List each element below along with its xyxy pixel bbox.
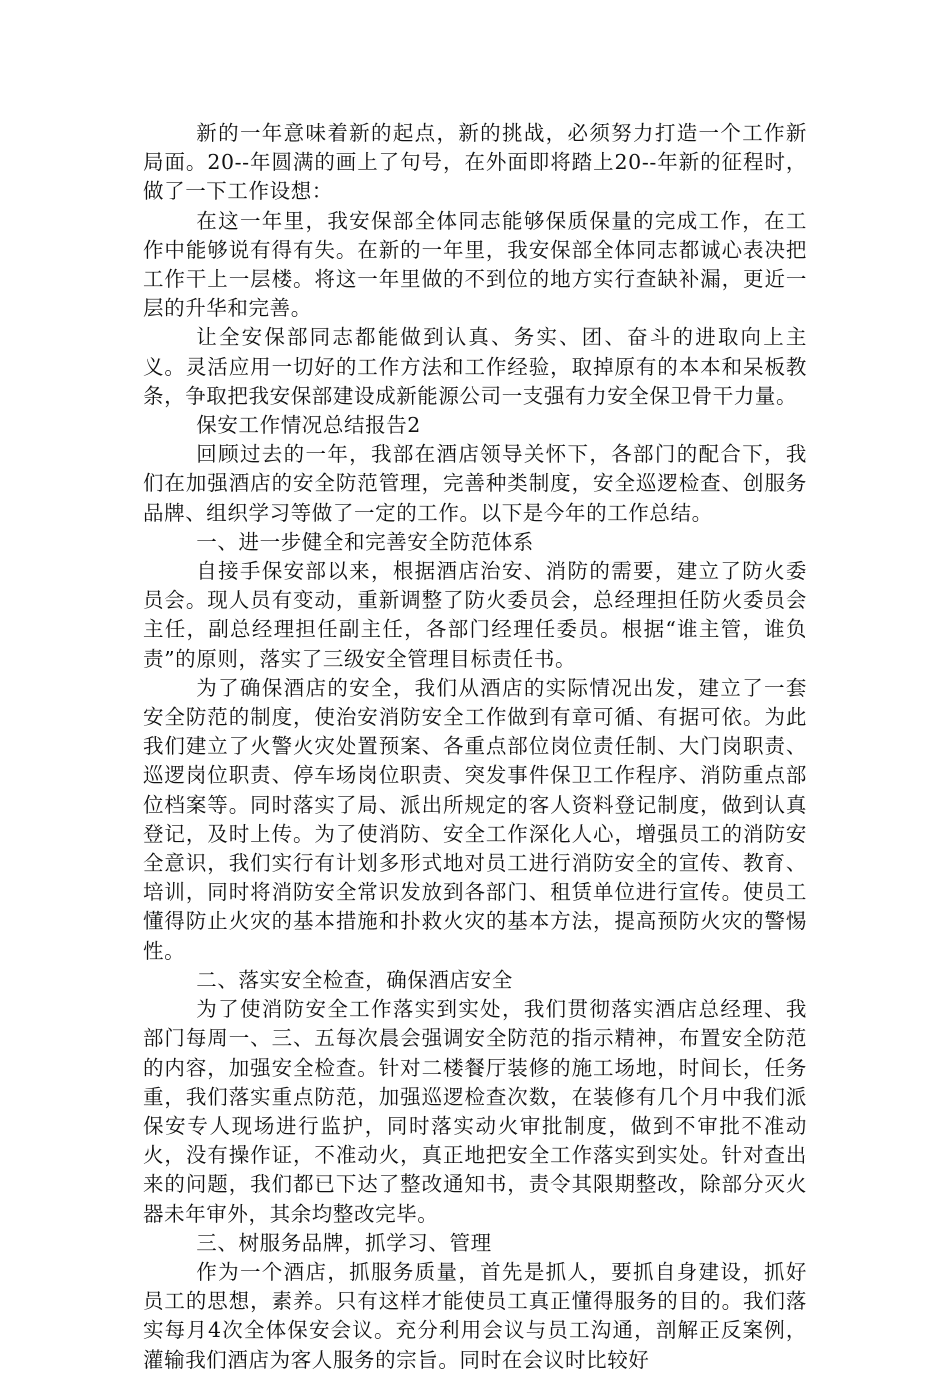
body-paragraph: 为了使消防安全工作落实到实处，我们贯彻落实酒店总经理、我部门每周一、三、五每次晨会强调安全防范的指示精神，布置安全防范的内容，加强安全检查。针对二楼餐厅装修的施工场地，时间长，任务重，我们落实重点防范，加强巡逻检查次数，在装修有几个月中我们派保安专人现场进行监护，同时落实动火审批制度，做到不审批不准动火，没有操作证，不准动火，真正地把安全工作落实到实处。针对查出来的问题，我们都已下达了整改通知书，责令其限期整改，除部分灭火器未年审外，其余均整改完毕。 xyxy=(143,997,807,1226)
body-paragraph: 让全安保部同志都能做到认真、务实、团、奋斗的进取向上主义。灵活应用一切好的工作方法和工作经验，取掉原有的本本和呆板教条，争取把我安保部建设成新能源公司一支强有力安全保卫骨干力量。 xyxy=(143,325,807,408)
body-paragraph: 为了确保酒店的安全，我们从酒店的实际情况出发，建立了一套安全防范的制度，使治安消防安全工作做到有章可循、有据可依。为此我们建立了火警火灾处置预案、各重点部位岗位责任制、大门岗职责、巡逻岗位职责、停车场岗位职责、突发事件保卫工作程序、消防重点部位档案等。同时落实了局、派出所规定的客人资料登记制度，做到认真登记，及时上传。为了使消防、安全工作深化人心，增强员工的消防安全意识，我们实行有计划多形式地对员工进行消防安全的宣传、教育、培训，同时将消防安全常识发放到各部门、租赁单位进行宣传。使员工懂得防止火灾的基本措施和扑救火灾的基本方法，提高预防火灾的警惕性。 xyxy=(143,675,807,963)
section-heading: 保安工作情况总结报告2 xyxy=(196,413,421,438)
section-heading: 一、进一步健全和完善安全防范体系 xyxy=(196,529,534,554)
document-body xyxy=(143,119,807,1375)
body-paragraph: 在这一年里，我安保部全体同志能够保质保量的完成工作，在工作中能够说有得有失。在新的一年里，我安保部全体同志都诚心表决把工作干上一层楼。将这一年里做的不到位的地方实行查缺补漏，更近一层的升华和完善。 xyxy=(143,208,807,321)
body-paragraph: 自接手保安部以来，根据酒店治安、消防的需要，建立了防火委员会。现人员有变动，重新调整了防火委员会，总经理担任防火委员会主任，副总经理担任副主任，各部门经理任委员。根据“谁主管，谁负责”的原则，落实了三级安全管理目标责任书。 xyxy=(143,559,807,671)
body-paragraph: 新的一年意味着新的起点，新的挑战，必须努力打造一个工作新局面。20--年圆满的画上了句号，在外面即将踏上20--年新的征程时，做了一下工作设想： xyxy=(143,121,807,204)
body-paragraph: 回顾过去的一年，我部在酒店领导关怀下，各部门的配合下，我们在加强酒店的安全防范管理，完善种类制度，安全巡逻检查、创服务品牌、组织学习等做了一定的工作。以下是今年的工作总结。 xyxy=(143,442,807,525)
section-heading: 二、落实安全检查，确保酒店安全 xyxy=(196,967,513,992)
body-paragraph: 作为一个酒店，抓服务质量，首先是抓人，要抓自身建设，抓好员工的思想，素养。只有这样才能使员工真正懂得服务的目的。我们落实每月4次全体保安会议。充分利用会议与员工沟通，剖解正反案例，灌输我们酒店为客人服务的宗旨。同时在会议时比较好 xyxy=(143,1259,807,1372)
section-heading: 三、树服务品牌，抓学习、管理 xyxy=(196,1230,492,1255)
